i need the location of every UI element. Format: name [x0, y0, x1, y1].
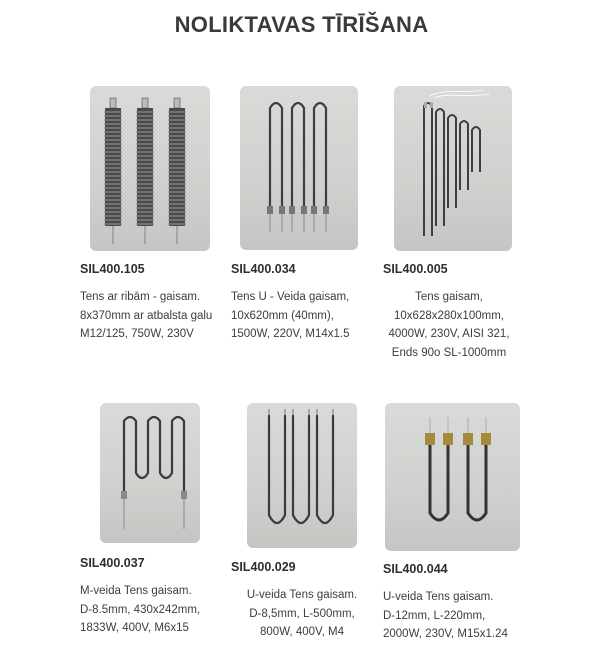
product-description: Tens U - Veida gaisam, 10x620mm (40mm), 1500W, 220V, M14x1.5 — [231, 291, 350, 340]
stepped-heater-image — [394, 86, 512, 251]
short-u-heater-image — [385, 403, 520, 551]
product-description: M-veida Tens gaisam. D-8.5mm, 430x242mm, 1833W, 400V, M6x15 — [80, 585, 201, 634]
product-image-sil400-044[interactable] — [385, 403, 520, 551]
product-description: U-veida Tens gaisam. D-8,5mm, L-500mm, 800W, 400V, M4 — [246, 589, 358, 638]
product-code: SIL400.105 — [80, 262, 145, 276]
product-code: SIL400.037 — [80, 556, 145, 570]
u-heater-group-image — [247, 403, 357, 548]
page-title: NOLIKTAVAS TĪRĪŠANA — [174, 12, 429, 37]
u-heater-image — [240, 86, 358, 250]
m-heater-image — [100, 403, 200, 543]
product-image-sil400-037[interactable] — [100, 403, 200, 543]
product-image-sil400-005[interactable] — [394, 86, 512, 251]
product-code: SIL400.029 — [231, 560, 296, 574]
product-image-sil400-034[interactable] — [240, 86, 358, 250]
product-code: SIL400.044 — [383, 562, 448, 576]
product-code: SIL400.034 — [231, 262, 296, 276]
product-image-sil400-029[interactable] — [247, 403, 357, 548]
product-image-sil400-105[interactable] — [90, 86, 210, 251]
finned-heater-image — [90, 86, 210, 251]
product-description: U-veida Tens gaisam. D-12mm, L-220mm, 2000W, 230V, M15x1.24 — [383, 591, 508, 640]
product-description: Tens ar ribām - gaisam. 8x370mm ar atbalsta galu M12/125, 750W, 230V — [80, 291, 213, 340]
product-code: SIL400.005 — [383, 262, 448, 276]
product-description: Tens gaisam, 10x628x280x100mm, 4000W, 230V, AISI 321, Ends 90o SL-1000mm — [388, 291, 510, 359]
